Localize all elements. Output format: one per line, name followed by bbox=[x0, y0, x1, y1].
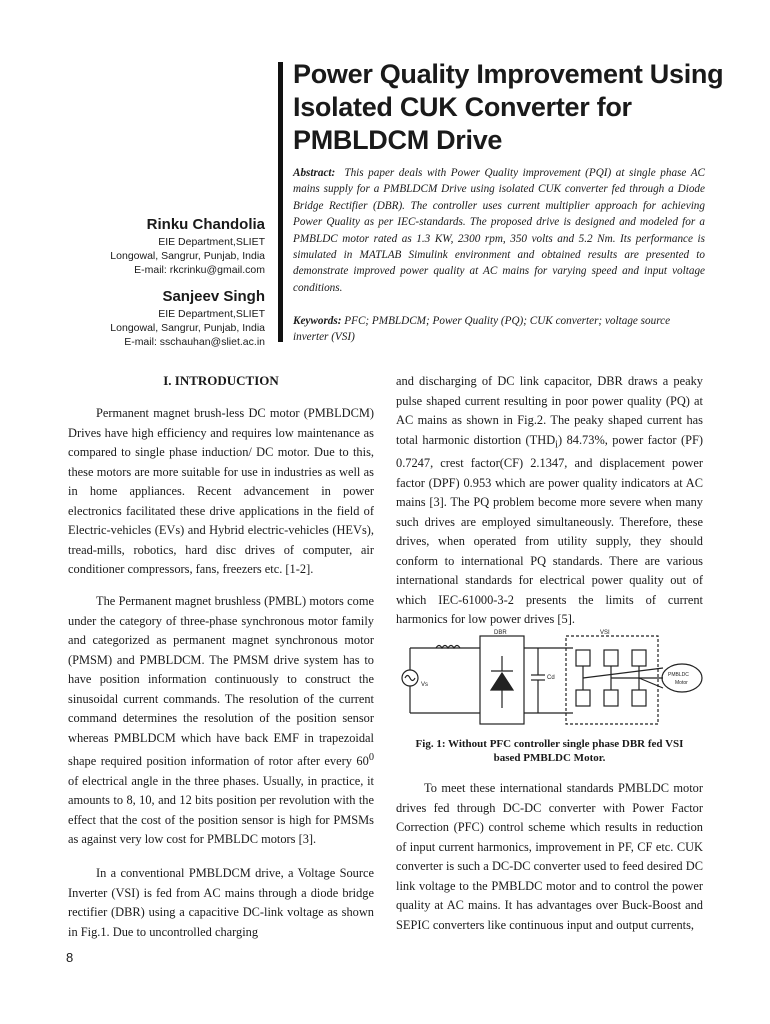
vsi-label: VSI bbox=[600, 630, 610, 636]
superscript: 0 bbox=[368, 752, 374, 763]
page-number: 8 bbox=[66, 950, 74, 965]
source-label: Vs bbox=[421, 682, 429, 688]
abstract-text: This paper deals with Power Quality improvement (PQI) at single phase AC mains supply for a PMBLDCM Drive using isolated CUK converter fed through a Diode Bridge Rectifier (DBR). The controller uses current multiplier approach for achieving Power Quality as per IEC-standards. The proposed drive is designed and modeled for a PMBLDC motor rated as 1.3 KW, 2300 rpm, 350 volts and 5.2 Nm. Its performance is simulated in MATLAB Simulink environment and obtained results are presented to demonstrate improved power quality at AC mains for varying speed and input voltage conditions. bbox=[293, 167, 705, 294]
paragraph-intro-3 bbox=[68, 864, 374, 942]
caption-line-1: Fig. 1: Without PFC controller single phase DBR fed VSI bbox=[415, 738, 684, 750]
title-line-1: Power Quality Improvement Using bbox=[293, 59, 724, 89]
abstract-label: Abstract: bbox=[293, 167, 336, 179]
circuit-diagram bbox=[398, 628, 703, 728]
author-email: E-mail: rkcrinku@gmail.com bbox=[134, 264, 265, 276]
author-department: EIE Department,SLIET bbox=[158, 236, 265, 248]
abstract bbox=[293, 165, 705, 296]
author-block-1 bbox=[5, 215, 265, 277]
author-name: Sanjeev Singh bbox=[162, 288, 265, 305]
paragraph-text: To meet these international standards PMBLDC motor drives fed through DC-DC converter with Power Factor Correction (PFC) control scheme which results in reduction of input current harmonics, improvement in PF, CF etc. CUK converter is such a DC-DC converter used to feed desired DC link voltage to the PMBLDC motor and to control the power quality at AC mains. It has advantages over Buck-Boost and SEPIC converters like continuous input and output currents, bbox=[396, 781, 703, 932]
figure-caption bbox=[396, 737, 703, 765]
title-accent-bar bbox=[278, 62, 283, 342]
paper-title bbox=[293, 58, 724, 157]
dbr-label: DBR bbox=[494, 630, 507, 636]
author-name: Rinku Chandolia bbox=[146, 216, 265, 233]
author-address: Longowal, Sangrur, Punjab, India bbox=[110, 322, 265, 334]
paragraph-intro-2 bbox=[68, 592, 374, 850]
capacitor-label: Cd bbox=[547, 675, 555, 681]
keywords bbox=[293, 313, 705, 346]
paragraph-text-tail: ) 84.73%, power factor (PF) 0.7247, crest factor(CF) 2.1347, and displacement power factor (DPF) 0.953 which are power quality indicators at AC mains [3]. The PQ problem become more severe when many such drives are employed simultaneously. Therefore, these drives, when operated from utility supply, they should conform to international PQ standards. There are various international standards for electrical power quality out of which IEC-61000-3-2 presents the limits of current harmonics for low power drives [5]. bbox=[396, 432, 703, 627]
paragraph-text: In a conventional PMBLDCM drive, a Voltage Source Inverter (VSI) is fed from AC mains through a diode bridge rectifier (DBR) using a capacitive DC-link voltage as shown in Fig.1. Due to uncontrolled charging bbox=[68, 866, 374, 939]
caption-line-2: based PMBLDC Motor. bbox=[493, 752, 606, 764]
figure-1-circuit bbox=[398, 628, 703, 728]
author-address: Longowal, Sangrur, Punjab, India bbox=[110, 250, 265, 262]
subscript: i bbox=[555, 438, 559, 450]
paragraph-intro-5 bbox=[396, 779, 703, 935]
keywords-label: Keywords: bbox=[293, 315, 342, 327]
paragraph-text: Permanent magnet brush-less DC motor (PMBLDCM) Drives have high efficiency and requires low maintenance as compared to single phase induction/ DC motor. Due to this, these motors are more suitable for use in industries as well as in home appliances. Recent advancement in power electronics facilitated these drive applications in the field of Electric-vehicles (EVs) and Hybrid electric-vehicles (HEVs), tread-mills, robotics, hard disc drives of computer, air conditioner compressors, fans, freezers etc. [1-2]. bbox=[68, 406, 374, 576]
motor-label-2: Motor bbox=[675, 680, 688, 686]
paragraph-text: and discharging of DC link capacitor, DBR draws a peaky pulse shaped current resulting in poor power quality (PQ) at AC mains as shown in Fig.2. The peaky shaped current has total harmonic distortion (THD bbox=[396, 374, 703, 447]
title-line-3: PMBLDCM Drive bbox=[293, 125, 503, 155]
paragraph-text-tail: of electrical angle in the three phases. Usually, in practice, it amounts to 8, 10, and 12 bits position per revolution with the effect that the cost of the position sensor is high for PMSMs as against very low cost for PMBLDC motors [3]. bbox=[68, 773, 374, 847]
paragraph-intro-1 bbox=[68, 404, 374, 580]
keywords-text: PFC; PMBLDCM; Power Quality (PQ); CUK converter; voltage source inverter (VSI) bbox=[293, 315, 671, 344]
author-email: E-mail: sschauhan@sliet.ac.in bbox=[124, 336, 265, 348]
paragraph-intro-4 bbox=[396, 372, 703, 630]
author-block-2 bbox=[5, 287, 265, 349]
author-department: EIE Department,SLIET bbox=[158, 308, 265, 320]
motor-icon bbox=[662, 664, 702, 692]
motor-label-1: PMBLDC bbox=[668, 672, 689, 678]
section-heading: I. INTRODUCTION bbox=[163, 373, 279, 388]
diode-icon bbox=[491, 673, 513, 690]
paragraph-text: The Permanent magnet brushless (PMBL) motors come under the category of three-phase synchronous motor family and categorized as permanent magnet synchronous motor (PMSM) and PMBLDCM. The PMSM drive system has to have position information continuously to construct the sinusoidal current commands. The resolution of the current command determines the resolution of the position sensor whereas PMBLDCM which have back EMF in trapezoidal shape required position information of rotor after every 60 bbox=[68, 594, 374, 769]
title-line-2: Isolated CUK Converter for bbox=[293, 92, 632, 122]
